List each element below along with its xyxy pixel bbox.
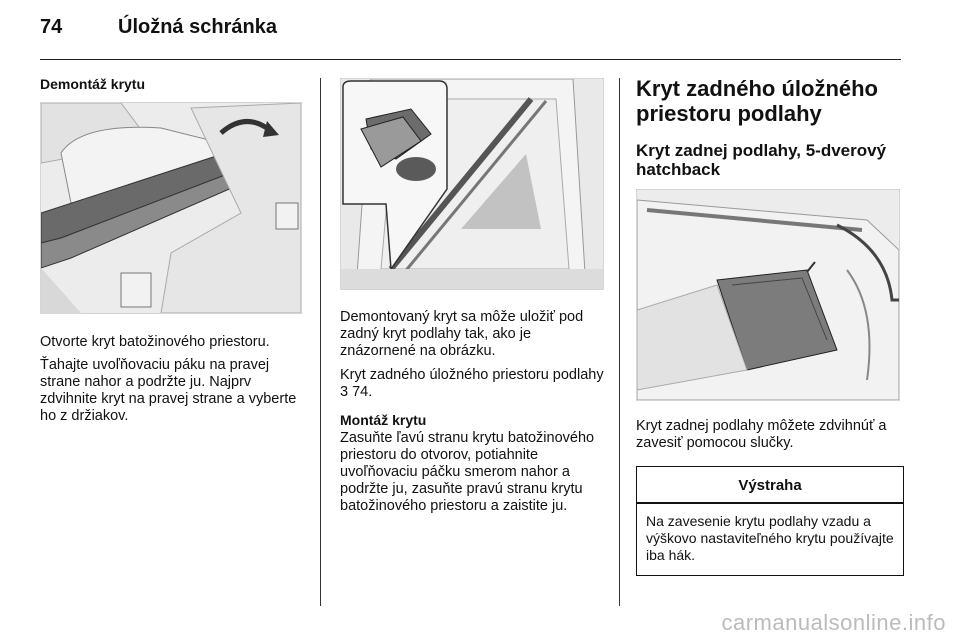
section-heading-installation: Montáž krytu bbox=[340, 412, 427, 428]
warning-title: Výstraha bbox=[738, 477, 802, 494]
reference-text: Kryt zadného úložného priestoru podlahy bbox=[340, 367, 604, 383]
paragraph-stowed-cover: Demontovaný kryt sa môže uložiť pod zadný kryt podlahy tak, ako je znázornené na obrázku. bbox=[340, 309, 584, 359]
paragraph-lift-cover: Kryt zadnej podlahy môžete zdvihnúť a zavesiť pomocou slučky. bbox=[636, 418, 887, 451]
illustration-cover-removal bbox=[40, 102, 302, 314]
subsection-heading-hatchback: Kryt zadnej podlahy, 5-dverový hatchback bbox=[636, 141, 887, 179]
warning-box bbox=[636, 466, 904, 576]
paragraph-release-lever: Ťahajte uvoľňovaciu páku na pravej strane nahor a podržte ju. Najprv zdvihnite kryt na pravej strane a vyberte ho z držiakov. bbox=[40, 357, 297, 424]
paragraph-installation: Zasuňte ľavú stranu krytu batožinového priestoru do otvorov, potiahnite uvoľňovaciu páčku smerom nahor a podržte ju, zasuňte pravú stranu krytu batožinového priestoru a zaistite ju. bbox=[340, 430, 595, 514]
reference-page: 74. bbox=[352, 384, 373, 400]
warning-text: Na zavesenie krytu podlahy vzadu a výškovo nastaviteľného krytu používajte iba hák. bbox=[646, 512, 894, 563]
illustration-floor-cover bbox=[636, 189, 900, 401]
section-heading-floor-cover: Kryt zadného úložného priestoru podlahy bbox=[636, 76, 878, 126]
section-heading-removal: Demontáž krytu bbox=[40, 76, 146, 92]
column-1 bbox=[40, 76, 306, 425]
column-divider-1 bbox=[320, 78, 321, 606]
page-title: Úložná schránka bbox=[118, 16, 277, 38]
page-number: 74 bbox=[40, 16, 63, 38]
paragraph-reference bbox=[340, 367, 606, 401]
paragraph-open-trunk: Otvorte kryt batožinového priestoru. bbox=[40, 334, 270, 350]
illustration-stowed-cover bbox=[340, 78, 604, 290]
column-divider-2 bbox=[619, 78, 620, 606]
page-reference-icon: 3 bbox=[340, 384, 349, 400]
column-2 bbox=[340, 76, 606, 515]
watermark: carmanualsonline.info bbox=[721, 610, 946, 635]
header-divider bbox=[40, 59, 901, 60]
column-3 bbox=[636, 76, 904, 576]
